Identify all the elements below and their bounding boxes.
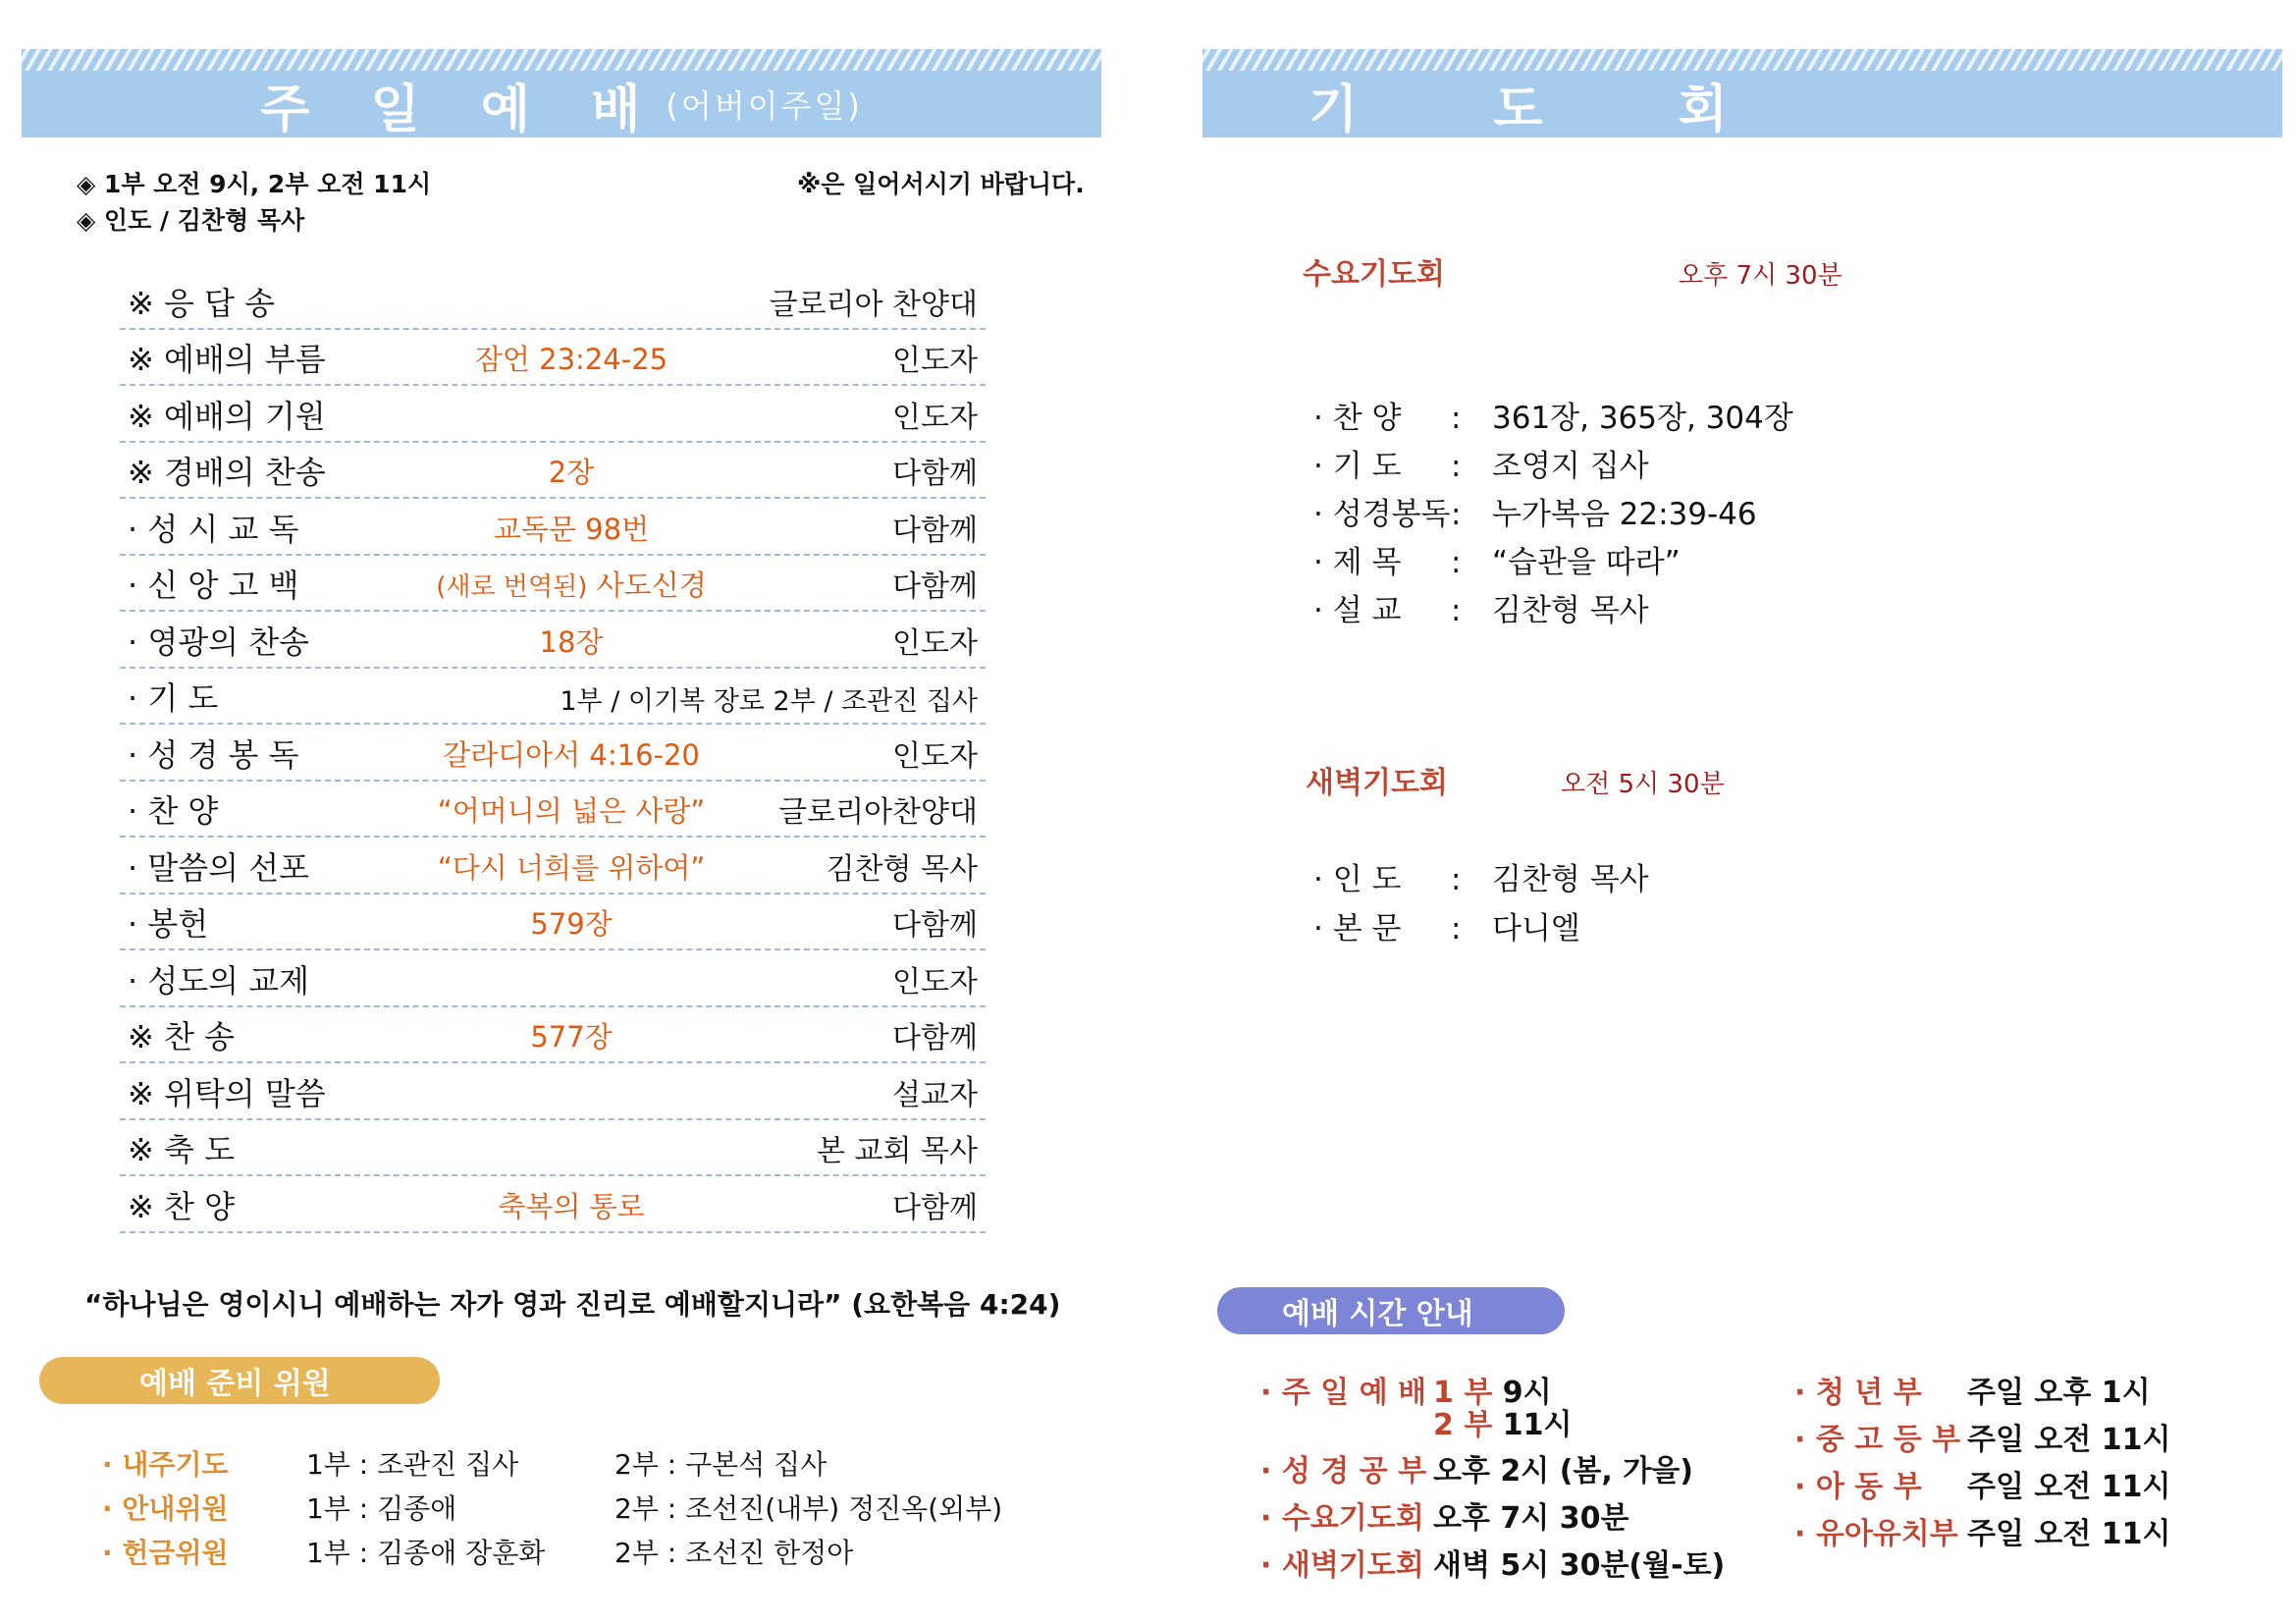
schedule-value: 주일 오후 1시: [1967, 1376, 2151, 1410]
schedule-value: 주일 오전 11시: [1967, 1423, 2171, 1457]
schedule-part-value: 11시: [1502, 1408, 1573, 1442]
prayer-item: [1313, 903, 1580, 947]
prayer-banner: [1202, 49, 2282, 137]
prayer-item-label: · 성경봉독: [1313, 497, 1451, 532]
order-row: [120, 839, 986, 894]
prayer-item: [1313, 585, 1649, 629]
order-item-detail: 교독문 98번: [493, 512, 650, 546]
committee-title-badge: [39, 1357, 440, 1404]
prayer-item-value: 다니엘: [1492, 911, 1580, 947]
order-item-name: ※ 예배의 기원: [128, 397, 326, 435]
worship-title: [22, 71, 1101, 137]
worship-title-text: 주 일 예 배: [260, 80, 663, 139]
service-times: ◈ 1부 오전 9시, 2부 오전 11시: [77, 170, 432, 198]
order-item-leader: 다함께: [892, 513, 978, 548]
committee-part1: 1부 : 김종애 장훈화: [306, 1537, 546, 1569]
wednesday-prayer-title: 수요기도회: [1303, 257, 1445, 292]
order-row: [120, 445, 986, 500]
order-item-name: ※ 찬 양: [128, 1187, 235, 1225]
order-item-name: · 봉헌: [128, 905, 209, 943]
schedule-part: 1 부: [1433, 1376, 1493, 1410]
prayer-item-label: · 인 도: [1313, 862, 1402, 897]
order-item-leader: 인도자: [892, 738, 978, 774]
order-item-detail: 축복의 통로: [498, 1189, 645, 1223]
order-item-name: ※ 위탁의 말씀: [128, 1074, 326, 1112]
order-item-leader: 다함께: [892, 569, 978, 604]
order-row: [120, 896, 986, 951]
order-item-detail: 18장: [539, 624, 604, 659]
order-item-name: ※ 찬 송: [128, 1018, 235, 1056]
order-row: [120, 388, 986, 443]
order-item-leader: 인도자: [892, 400, 978, 435]
schedule-label: · 중 고 등 부: [1794, 1423, 1961, 1457]
order-of-worship: [120, 275, 986, 1235]
schedule-row: [1260, 1493, 1629, 1537]
prayer-title: [1202, 71, 2282, 137]
schedule-value: 오후 7시 30분: [1433, 1501, 1629, 1536]
order-item-name: ※ 축 도: [128, 1131, 235, 1168]
order-item-detail: 잠언 23:24-25: [474, 343, 668, 376]
prayer-item-colon: :: [1451, 401, 1462, 436]
schedule-title: 예배 시간 안내: [1282, 1297, 1473, 1331]
schedule-title-badge: [1217, 1287, 1565, 1334]
order-item-detail: 갈라디아서 4:16-20: [443, 737, 700, 772]
committee-part1: 1부 : 조관진 집사: [306, 1448, 519, 1481]
schedule-part: 2 부: [1433, 1408, 1493, 1442]
prayer-item-value: 김찬형 목사: [1492, 862, 1649, 897]
wednesday-prayer-time: 오후 7시 30분: [1679, 261, 1842, 291]
schedule-row: [1794, 1415, 2171, 1458]
prayer-item-label: · 찬 양: [1313, 401, 1402, 436]
prayer-item-value: 조영지 집사: [1492, 449, 1649, 484]
prayer-item: [1313, 537, 1681, 581]
order-item-leader: 글로리아 찬양대: [769, 287, 978, 322]
schedule-part-value: 9시: [1502, 1376, 1552, 1410]
prayer-item-colon: :: [1451, 497, 1462, 532]
order-row: [120, 1122, 986, 1177]
prayer-item-colon: :: [1451, 449, 1462, 484]
order-row: [120, 614, 986, 669]
prayer-item-label: · 설 교: [1313, 593, 1402, 628]
order-item-name: ※ 경배의 찬송: [128, 454, 326, 491]
order-item-name: · 기 도: [128, 679, 219, 717]
prayer-item: [1313, 489, 1757, 533]
order-item-name: · 성도의 교제: [128, 961, 310, 1000]
order-item-leader: 인도자: [892, 964, 978, 1000]
schedule-label: · 유아유치부: [1794, 1517, 1958, 1551]
committee-role: · 내주기도: [102, 1448, 229, 1481]
worship-banner: [22, 49, 1101, 137]
order-row: [120, 275, 986, 330]
order-row: [120, 952, 986, 1007]
prayer-item-value: “습관을 따라”: [1492, 545, 1681, 580]
order-item-detail-main: 사도신경: [587, 568, 707, 602]
prayer-item-value: 361장, 365장, 304장: [1492, 401, 1793, 436]
schedule-row: [1794, 1462, 2171, 1505]
prayer-item-value: 누가복음 22:39-46: [1492, 497, 1757, 532]
schedule-row: [1794, 1509, 2171, 1552]
schedule-label: · 청 년 부: [1794, 1376, 1922, 1410]
committee-part2: 2부 : 조선진 한정아: [614, 1537, 854, 1569]
schedule-label: · 새벽기도회: [1260, 1548, 1424, 1583]
stand-note: ※은 일어서시기 바랍니다.: [797, 170, 1085, 198]
committee-role: · 안내위원: [102, 1492, 229, 1525]
prayer-item-colon: :: [1451, 911, 1462, 947]
order-item-leader: 김찬형 목사: [826, 851, 978, 887]
order-item-name: ※ 응 답 송: [128, 284, 276, 322]
prayer-item-value: 김찬형 목사: [1492, 593, 1649, 628]
prayer-item-colon: :: [1451, 593, 1462, 628]
order-item-name: · 말씀의 선포: [128, 848, 310, 887]
order-item-detail: “다시 너희를 위하여”: [437, 850, 706, 885]
prayer-title-text: 기 도 회: [1308, 80, 1787, 139]
order-item-leader: 인도자: [892, 625, 978, 661]
order-item-leader: 다함께: [892, 457, 978, 491]
schedule-row: [1260, 1446, 1693, 1489]
order-row: [120, 501, 986, 556]
committee-part2: 2부 : 구본석 집사: [614, 1448, 828, 1481]
schedule-label: · 성 경 공 부: [1260, 1454, 1427, 1489]
order-item-leader: 다함께: [892, 1190, 978, 1225]
order-item-name: · 성 시 교 독: [128, 510, 299, 548]
scripture-verse: “하나님은 영이시니 예배하는 자가 영과 진리로 예배할지니라” (요한복음 4:24): [84, 1288, 1061, 1321]
order-item-leader: 본 교회 목사: [817, 1134, 978, 1168]
order-item-leader: 설교자: [892, 1077, 978, 1112]
schedule-row: [1794, 1368, 2151, 1411]
worship-subtitle: (어버이주일): [666, 87, 863, 125]
prayer-item-label: · 기 도: [1313, 449, 1402, 484]
prayer-item: [1313, 441, 1649, 485]
committee-role: · 헌금위원: [102, 1537, 229, 1569]
order-row: [120, 784, 986, 839]
schedule-value: 주일 오전 11시: [1967, 1470, 2171, 1504]
schedule-value: 오후 2시 (봄, 가을): [1433, 1454, 1693, 1489]
order-item-detail-note: (새로 번역된): [436, 572, 588, 602]
schedule-label: · 아 동 부: [1794, 1470, 1922, 1504]
order-item-leader: 다함께: [892, 1021, 978, 1056]
order-row: [120, 727, 986, 782]
schedule-row: [1433, 1400, 1573, 1443]
order-item-detail: 579장: [530, 907, 613, 941]
order-item-leader: 다함께: [892, 908, 978, 943]
order-item-leader: 글로리아찬양대: [778, 795, 978, 830]
order-item-name: · 성 경 봉 독: [128, 735, 299, 774]
order-item-detail: 577장: [530, 1020, 613, 1054]
committee-part2: 2부 : 조선진(내부) 정진옥(외부): [614, 1492, 1003, 1525]
prayer-item-label: · 본 문: [1313, 911, 1402, 947]
prayer-item-colon: :: [1451, 545, 1462, 580]
order-row: [120, 558, 986, 613]
order-row: [120, 332, 986, 387]
prayer-item: [1313, 854, 1649, 898]
schedule-label: · 주 일 예 배: [1260, 1376, 1427, 1410]
dawn-prayer-title: 새벽기도회: [1306, 766, 1448, 800]
prayer-item-label: · 제 목: [1313, 545, 1402, 580]
order-item-leader: 인도자: [892, 344, 978, 378]
order-item-detail: “어머니의 넓은 사랑”: [437, 794, 706, 828]
schedule-value: 새벽 5시 30분(월-토): [1433, 1548, 1726, 1583]
committee-part1: 1부 : 김종애: [306, 1492, 457, 1525]
order-row: [120, 671, 986, 726]
schedule-row: [1260, 1541, 1725, 1584]
order-item-name: · 영광의 찬송: [128, 623, 310, 661]
order-item-detail: [436, 564, 706, 604]
service-leader: ◈ 인도 / 김찬형 목사: [77, 206, 305, 235]
order-row: [120, 1178, 986, 1233]
committee-title: 예배 준비 위원: [139, 1367, 331, 1401]
order-item-name: · 찬 양: [128, 792, 219, 830]
order-item-name: · 신 앙 고 백: [128, 567, 299, 604]
order-item-leader: 1부 / 이기복 장로 2부 / 조관진 집사: [560, 686, 978, 717]
order-item-name: ※ 예배의 부름: [128, 341, 326, 378]
order-row: [120, 1009, 986, 1064]
schedule-label: · 수요기도회: [1260, 1501, 1424, 1536]
prayer-item: [1313, 393, 1793, 437]
order-item-detail: 2장: [548, 456, 595, 489]
dawn-prayer-time: 오전 5시 30분: [1561, 770, 1725, 799]
prayer-item-colon: :: [1451, 862, 1462, 897]
schedule-value: 주일 오전 11시: [1967, 1517, 2171, 1551]
order-row: [120, 1065, 986, 1120]
